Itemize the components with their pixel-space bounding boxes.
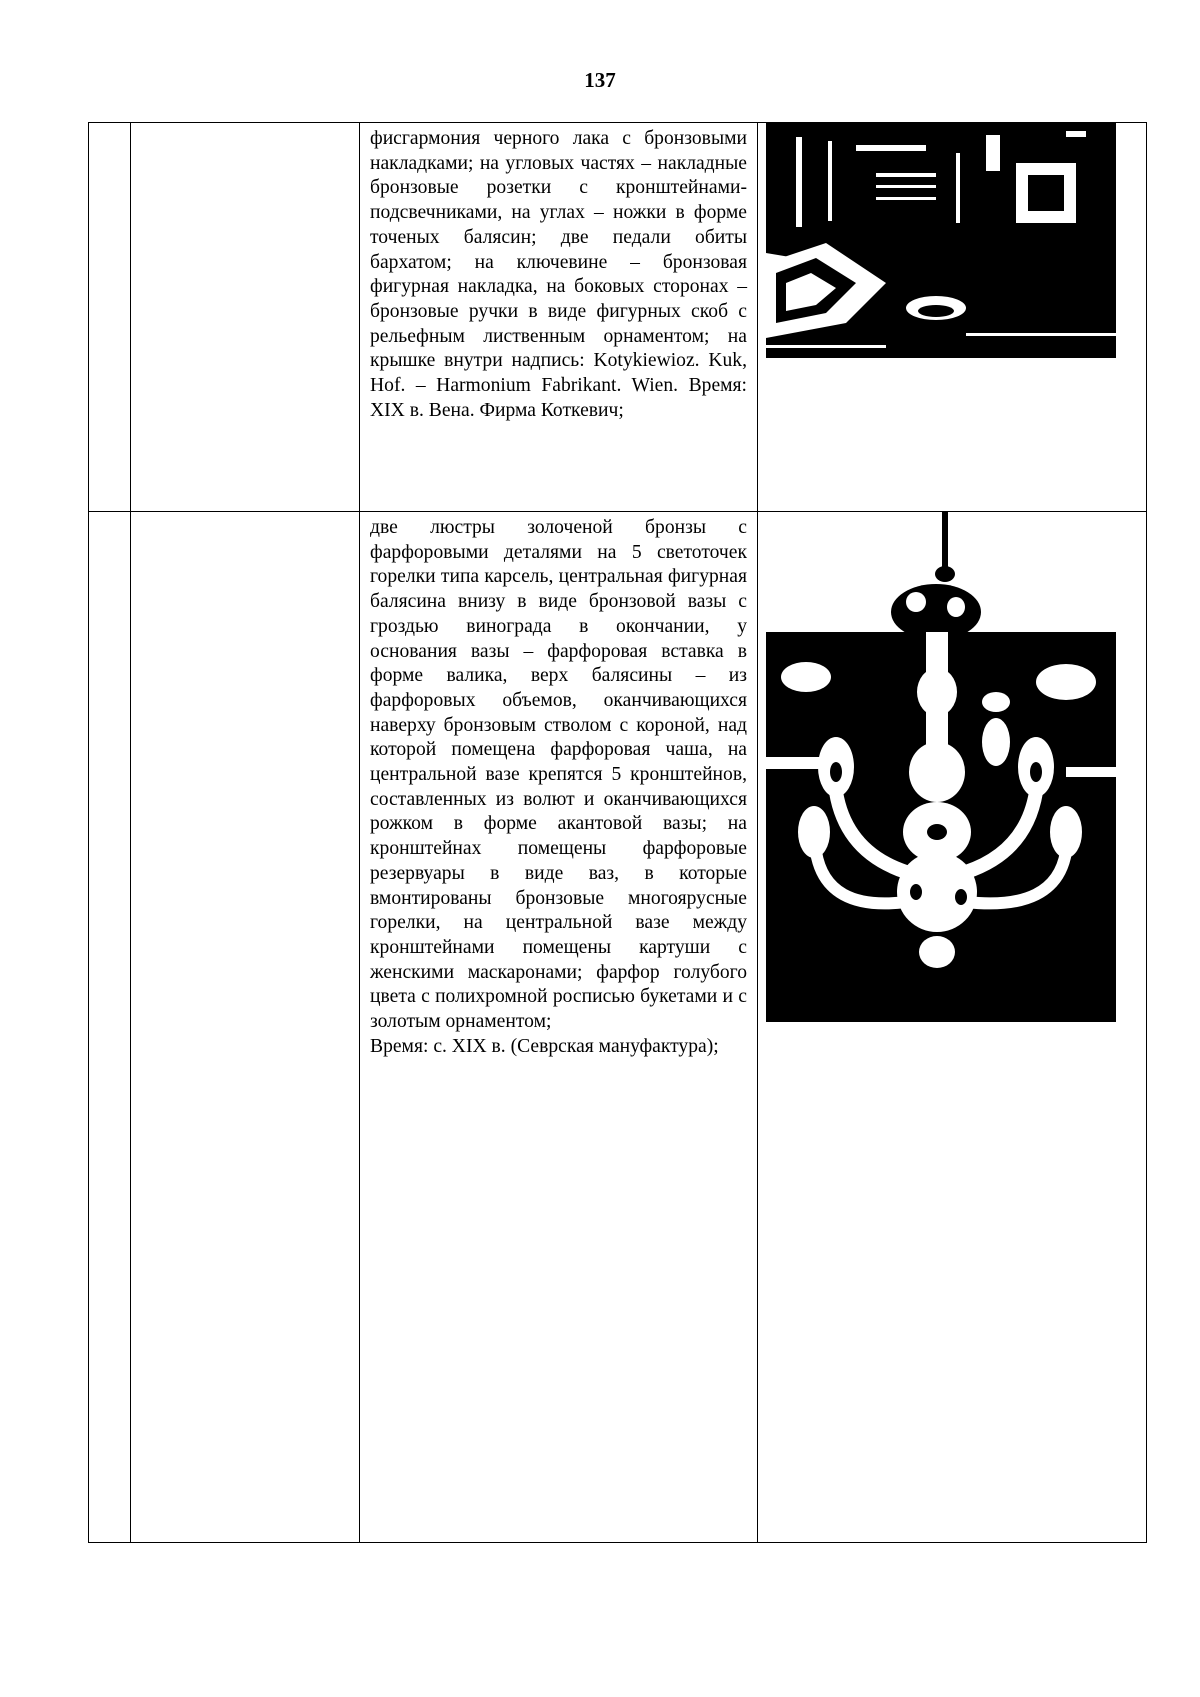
description-cell [360, 123, 758, 512]
time-text: Время: с. XIX в. (Севрская мануфактура); [370, 1035, 719, 1057]
description-text: фисгармония черного лака с бронзовыми накладками; на угловых частях – накладные бронзовые розетки с кронштейнами-подсвечниками, на углах – ножки в форме точеных балясин; две педали обиты бархатом; на ключевине – бронзовая фигурная накладка, на боковых сторонах – бронзовые ручки в виде фигурных скоб с рельефным лиственным орнаментом; на крышке внутри надпись: Kotykiewioz. Kuk, Hof. – Harmonium Fabrikant. Wien. Время: XIX в. Вена. Фирма Коткевич; [370, 128, 747, 421]
table-row [89, 512, 1147, 1543]
description-text: две люстры золоченой бронзы с фарфоровыми деталями на 5 светоточек горелки типа карсель, центральная фигурная балясина внизу в виде бронзовой вазы с гроздью винограда в окончании, у основания вазы – фарфоровая вставка в форме валика, верх балясины – из фарфоровых объемов, оканчивающихся наверху бронзовым стволом с короной, над которой помещена фарфоровая чаша, на центральной вазе крепятся 5 кронштейнов, составленных из волют и оканчивающихся рожком в форме акантовой вазы; на кронштейнах помещены фарфоровые резервуары в виде ваз, в которые вмонтированы бронзовые многоярусные горелки, на центральной вазе между кронштейнами помещены картуши с женскими маскаронами; фарфор голубого цвета с полихромной росписью букетами и с золотым орнаментом; [370, 517, 747, 1033]
chandelier-photo [766, 512, 1116, 1022]
row-name-cell [131, 123, 360, 512]
page-number: 137 [584, 68, 616, 92]
image-cell [758, 512, 1147, 1543]
description-cell [360, 512, 758, 1543]
harmonium-photo [766, 123, 1116, 358]
image-cell [758, 123, 1147, 512]
catalog-table [88, 122, 1147, 1543]
row-number-cell [89, 123, 131, 512]
row-name-cell [131, 512, 360, 1543]
row-number-cell [89, 512, 131, 1543]
table-row [89, 123, 1147, 512]
